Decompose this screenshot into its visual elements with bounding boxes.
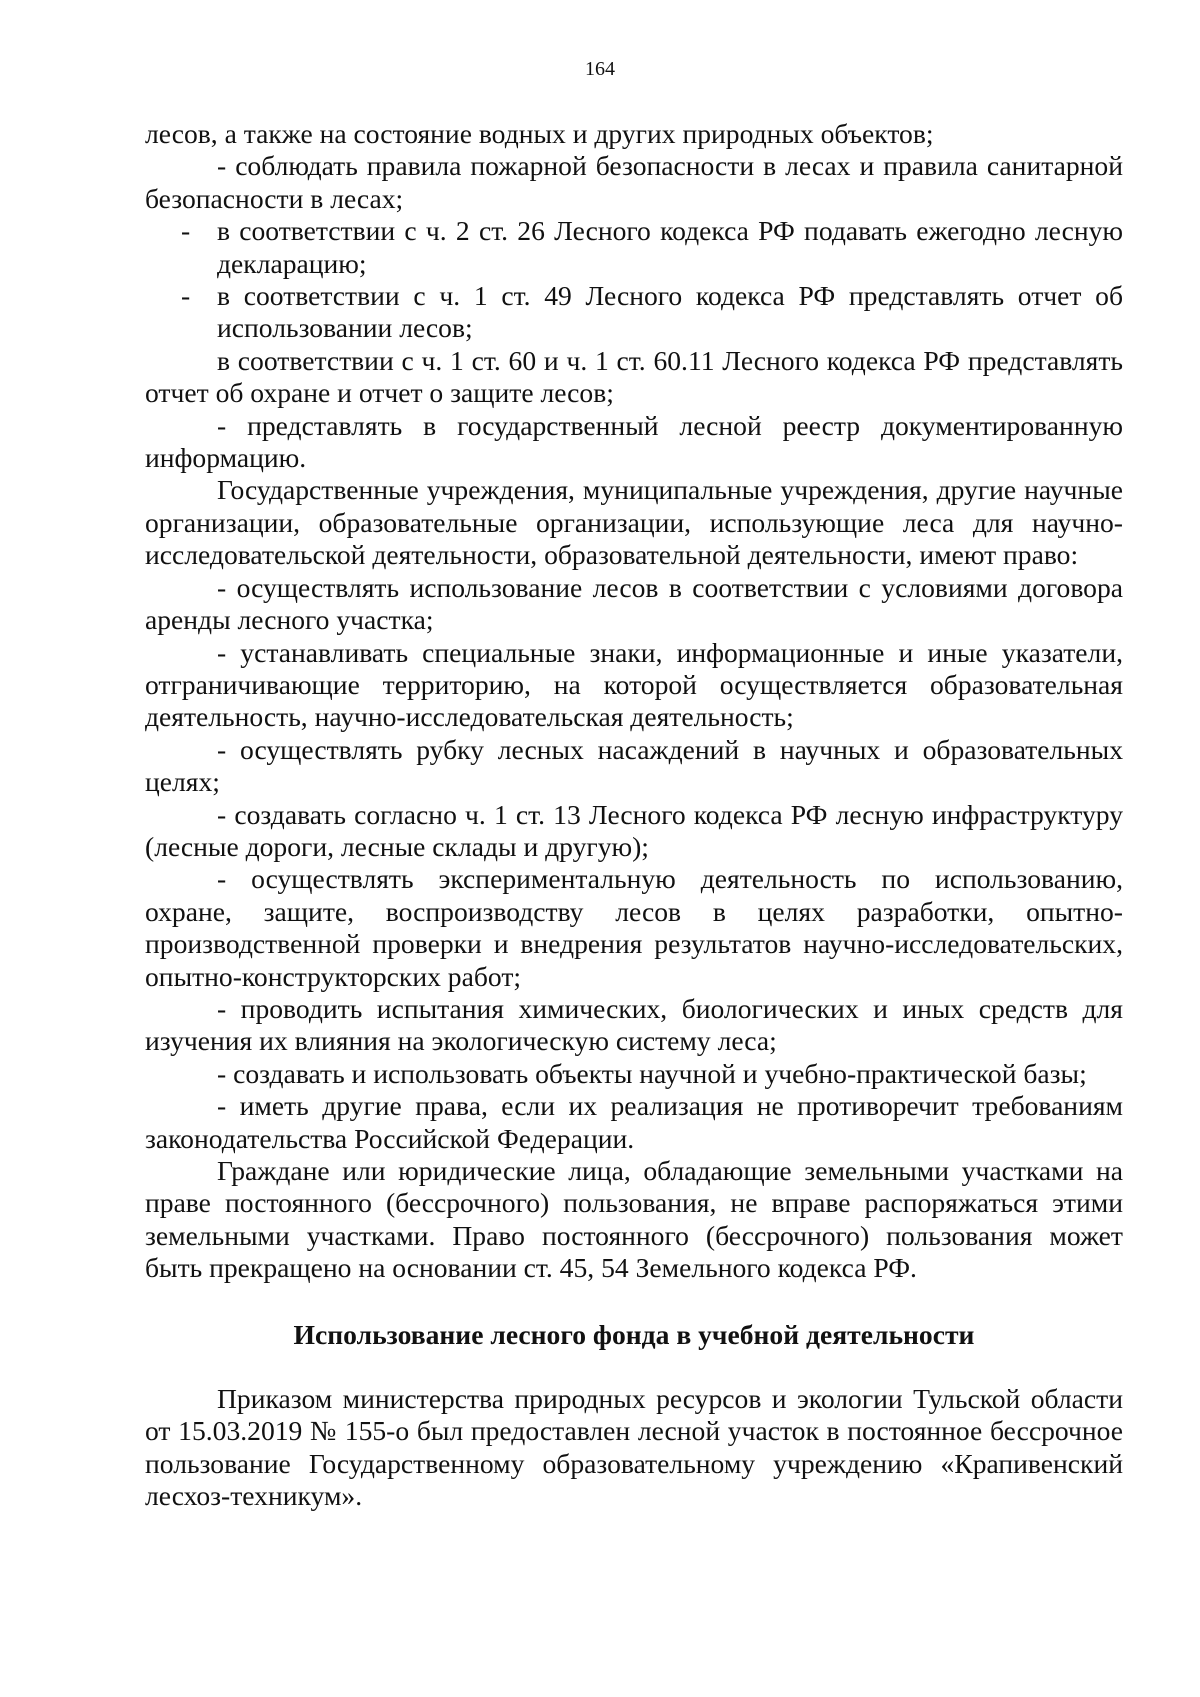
list-item <box>145 280 1123 345</box>
paragraph: - соблюдать правила пожарной безопасности в лесах и правила санитарной безопасности в лесах; <box>145 150 1123 214</box>
list-item <box>145 215 1123 280</box>
paragraph: - осуществлять экспериментальную деятельность по использованию, охране, защите, воспроизводству лесов в целях разработки, опытно-производственной проверки и внедрения результатов научно-исследовательских, опытно-конструкторских работ; <box>145 863 1123 992</box>
paragraph: Приказом министерства природных ресурсов и экологии Тульской области от 15.03.2019 № 155-о был предоставлен лесной участок в постоянное бессрочное пользование Государственному образовательному учреждению «Крапивенский лесхоз-техникум». <box>145 1383 1123 1512</box>
paragraph: в соответствии с ч. 1 ст. 60 и ч. 1 ст. 60.11 Лесного кодекса РФ представлять отчет об охране и отчет о защите лесов; <box>145 344 1123 409</box>
document-body <box>145 118 1123 1513</box>
paragraph: Граждане или юридические лица, обладающие земельными участками на праве постоянного (бессрочного) пользования, не вправе распоряжаться этими земельными участками. Право постоянного (бессрочного) пользования может быть прекращено на основании ст. 45, 54 Земельного кодекса РФ. <box>145 1155 1123 1284</box>
paragraph: лесов, а также на состояние водных и других природных объектов; <box>145 118 934 149</box>
list-dash: - <box>181 215 191 247</box>
paragraph: - осуществлять использование лесов в соответствии с условиями договора аренды лесного участка; <box>145 571 1123 636</box>
list-item-text: в соответствии с ч. 1 ст. 49 Лесного кодекса РФ представлять отчет об использовании лесов; <box>217 280 1123 344</box>
page-number: 164 <box>585 58 615 80</box>
paragraph: - создавать и использовать объекты научной и учебно-практической базы; <box>217 1057 1087 1089</box>
list-item-text: в соответствии с ч. 2 ст. 26 Лесного кодекса РФ подавать ежегодно лесную декларацию; <box>217 215 1123 279</box>
paragraph: - создавать согласно ч. 1 ст. 13 Лесного кодекса РФ лесную инфраструктуру (лесные дороги, лесные склады и другую); <box>145 798 1123 862</box>
list-dash: - <box>181 280 191 312</box>
paragraph: - проводить испытания химических, биологических и иных средств для изучения их влияния на экологическую систему леса; <box>145 992 1123 1057</box>
paragraph: Государственные учреждения, муниципальные учреждения, другие научные организации, образовательные организации, использующие леса для научно-исследовательской деятельности, образовательной деятельности, имеют право: <box>145 474 1123 571</box>
paragraph: - устанавливать специальные знаки, информационные и иные указатели, отграничивающие территорию, на которой осуществляется образовательная деятельность, научно-исследовательская деятельность; <box>145 636 1123 733</box>
section-heading: Использование лесного фонда в учебной деятельности <box>293 1318 975 1350</box>
paragraph: - иметь другие права, если их реализация не противоречит требованиям законодательства Российской Федерации. <box>145 1090 1123 1154</box>
paragraph: - осуществлять рубку лесных насаждений в научных и образовательных целях; <box>145 733 1123 798</box>
paragraph: - представлять в государственный лесной реестр документированную информацию. <box>145 409 1123 474</box>
